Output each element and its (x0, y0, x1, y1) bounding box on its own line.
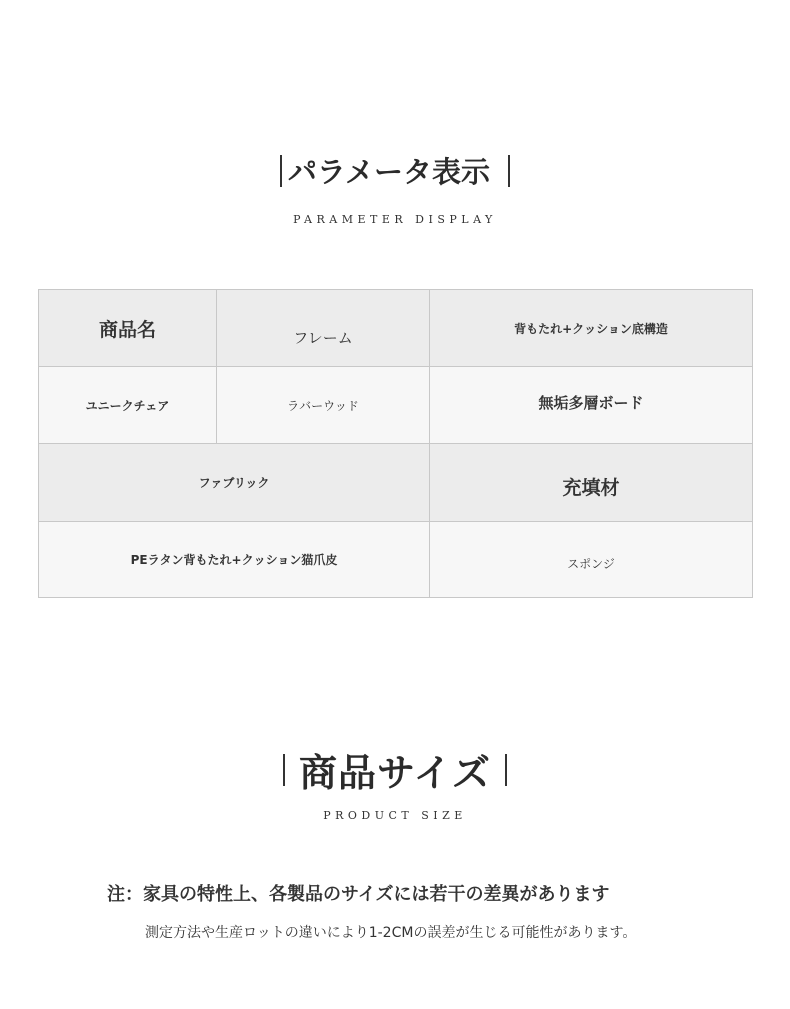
title-wrap (283, 742, 507, 797)
table-cell: スポンジ (430, 522, 753, 598)
size-note: 注：家具の特性上、各製品のサイズには若干の差異があります (107, 884, 610, 905)
title-bar-left (280, 155, 282, 187)
table-row (39, 367, 753, 444)
product-size-header (0, 742, 790, 822)
table-cell: ユニークチェア (39, 367, 217, 444)
section-subtitle: PRODUCT SIZE (323, 809, 467, 822)
title-bar-right (505, 754, 507, 786)
table-cell: ラバーウッド (217, 367, 430, 444)
table-cell: 無垢多層ボード (430, 367, 753, 444)
table-cell: PEラタン背もたれ+クッション猫爪皮 (39, 522, 430, 598)
size-note-detail: 測定方法や生産ロットの違いにより1-2CMの誤差が生じる可能性があります。 (145, 925, 637, 941)
table-cell: 商品名 (39, 290, 217, 367)
parameter-display-header (0, 150, 790, 226)
section-subtitle: PARAMETER DISPLAY (293, 213, 497, 226)
parameter-table (38, 289, 753, 598)
table-row (39, 522, 753, 598)
section-title: 商品サイズ (299, 751, 491, 795)
section-title: パラメータ表示 (287, 155, 491, 189)
title-bar-right (508, 155, 510, 187)
table-row (39, 290, 753, 367)
title-wrap (280, 150, 510, 191)
table-cell: ファブリック (39, 444, 430, 522)
table-cell: フレーム (217, 290, 430, 367)
title-bar-left (283, 754, 285, 786)
table-cell: 充填材 (430, 444, 753, 522)
table-row (39, 444, 753, 522)
table-cell: 背もたれ+クッション底構造 (430, 290, 753, 367)
